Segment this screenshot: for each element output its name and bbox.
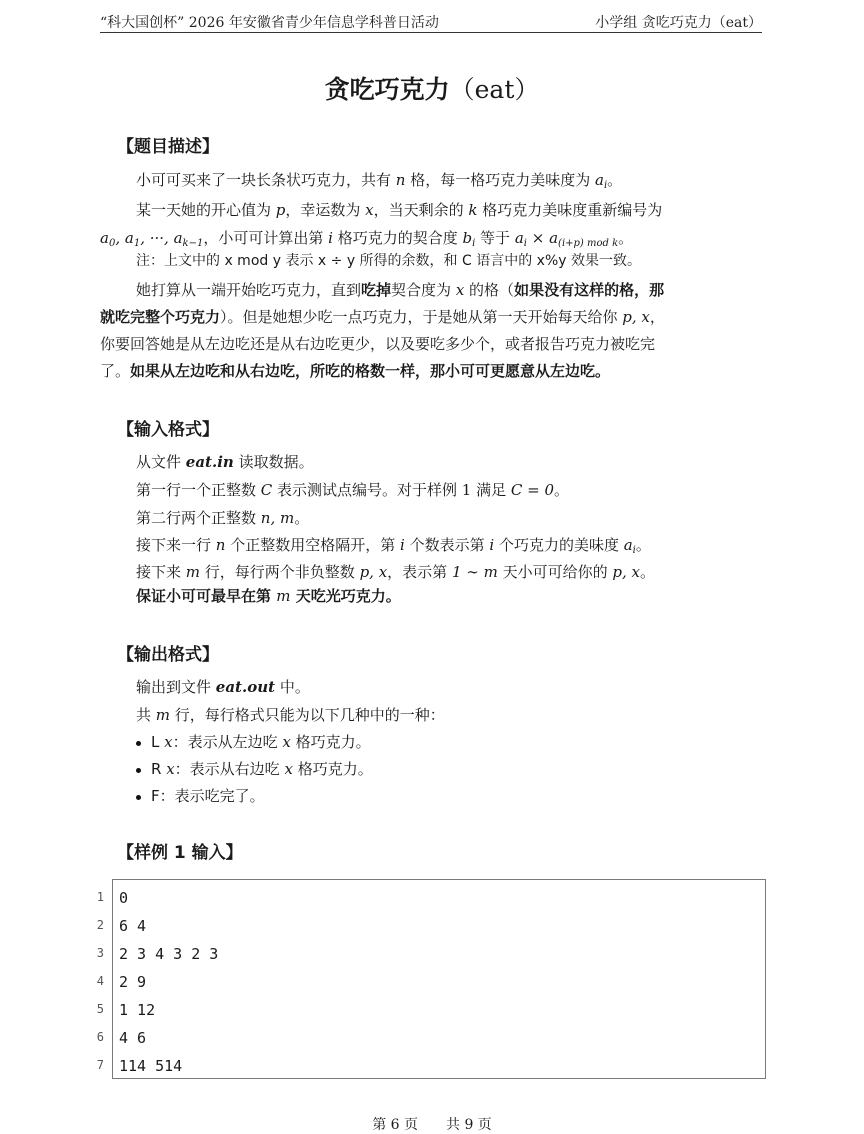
code-line: 2 9: [119, 973, 147, 991]
section-title-output: 【输出格式】: [117, 645, 219, 665]
page-header: [100, 10, 762, 33]
desc-line-1: 小可可买来了一块长条状巧克力，共有 n 格，每一格巧克力美味度为 $a_i$。: [136, 171, 623, 191]
code-line: 114 514: [119, 1057, 183, 1075]
desc-line-8: 了。如果从左边吃和从右边吃，所吃的格数一样，那小可可更愿意从左边吃。: [100, 362, 611, 380]
section-title-description: 【题目描述】: [117, 137, 219, 157]
input-line-6: 保证小可可最早在第 m 天吃光巧克力。: [136, 587, 401, 605]
code-line: 1 12: [119, 1001, 156, 1019]
section-title-input: 【输入格式】: [117, 420, 219, 440]
section-title-sample1-input: 【样例 1 输入】: [117, 843, 243, 863]
bullet-icon: [136, 768, 141, 773]
input-line-4: 接下来一行 n 个正整数用空格隔开，第 i 个数表示第 i 个巧克力的美味度 $a_i$。: [136, 536, 651, 556]
code-line: 2 3 4 3 2 3: [119, 945, 219, 963]
input-line-3: 第二行两个正整数 n, m。: [136, 509, 310, 527]
desc-line-2: 某一天她的开心值为 p，幸运数为 x，当天剩余的 k 格巧克力美味度重新编号为: [136, 201, 663, 219]
page-number: 第 6 页: [372, 1117, 418, 1133]
output-bullet-finish: F：表示吃完了。: [136, 786, 265, 806]
line-number: 3: [96, 946, 104, 960]
code-line: 6 4: [119, 917, 147, 935]
desc-line-7: 你要回答她是从左边吃还是从右边吃更少，以及要吃多少个，或者报告巧克力被吃完: [100, 335, 656, 353]
output-bullet-right: R x：表示从右边吃 x 格巧克力。: [136, 759, 373, 779]
line-number: 6: [96, 1030, 104, 1044]
desc-line-3: $a_0$, $a_1$, ···, $a_{k-1}$，小可可计算出第 i 格巧克力的契合度 $b_i$ 等于 $a_i \times a_{(i+p) mod k}$。: [100, 229, 634, 249]
line-number: 7: [96, 1058, 104, 1072]
code-line: 4 6: [119, 1029, 147, 1047]
output-line-2: 共 m 行，每行格式只能为以下几种中的一种：: [136, 706, 445, 724]
code-line: 0: [119, 889, 129, 907]
sample-input-codeblock: [112, 879, 766, 1079]
desc-line-6: 就吃完整个巧克力）。但是她想少吃一点巧克力，于是她从第一天开始每天给你 p, x，: [100, 308, 665, 326]
header-contest-name: “科大国创杯” 2026 年安徽省青少年信息学科普日活动: [100, 15, 439, 31]
line-number: 5: [96, 1002, 104, 1016]
input-line-5: 接下来 m 行，每行两个非负整数 p, x，表示第 1 ∼ m 天小可可给你的 p, x。: [136, 563, 655, 581]
line-number: 4: [96, 974, 104, 988]
desc-note: 注：上文中的 x mod y 表示 x ÷ y 所得的余数，和 C 语言中的 x%y 效果一致。: [136, 253, 642, 269]
bullet-icon: [136, 741, 141, 746]
line-number: 1: [96, 890, 104, 904]
input-line-1: 从文件 eat.in 读取数据。: [136, 453, 314, 471]
bullet-icon: [136, 795, 141, 800]
problem-title: 贪吃巧克力（eat）: [324, 75, 540, 104]
page-total: 共 9 页: [446, 1117, 492, 1133]
input-line-2: 第一行一个正整数 C 表示测试点编号。对于样例 1 满足 C = 0。: [136, 481, 570, 499]
output-bullet-left: L x：表示从左边吃 x 格巧克力。: [136, 732, 371, 752]
desc-line-5: 她打算从一端开始吃巧克力，直到吃掉契合度为 x 的格（如果没有这样的格，那: [136, 281, 665, 299]
page-footer: [0, 1114, 864, 1134]
header-problem-name: 小学组 贪吃巧克力（eat）: [595, 15, 762, 31]
line-number: 2: [96, 918, 104, 932]
output-line-1: 输出到文件 eat.out 中。: [136, 678, 310, 696]
